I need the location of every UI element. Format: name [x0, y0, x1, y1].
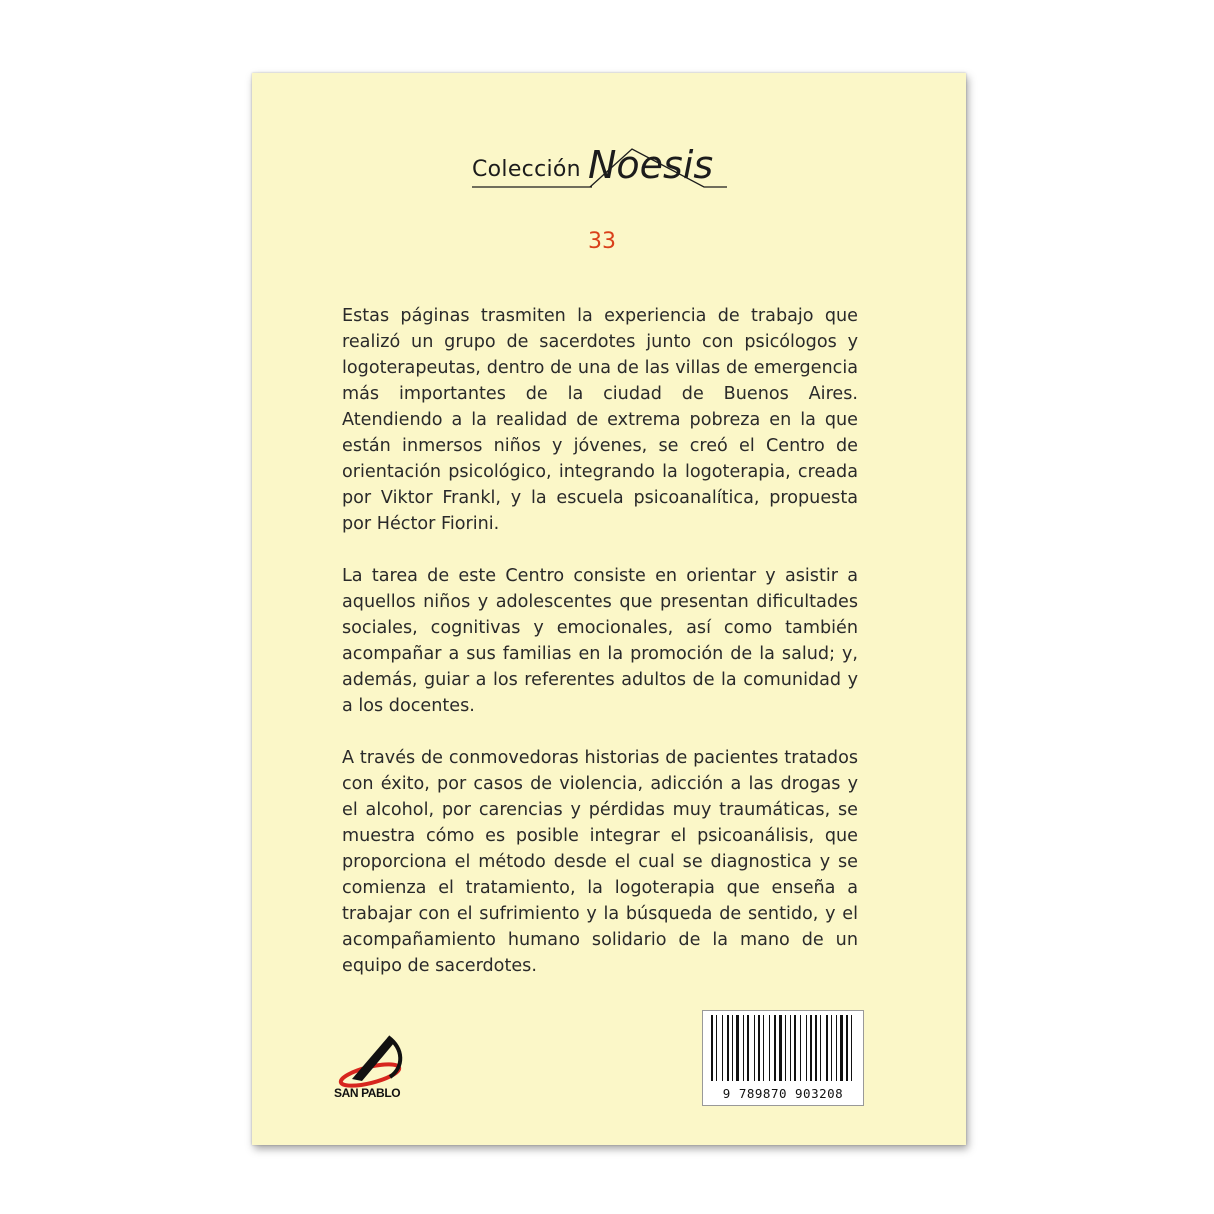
- barcode-bar: [743, 1015, 744, 1081]
- barcode-bar: [754, 1015, 755, 1081]
- barcode-bar: [794, 1015, 796, 1081]
- isbn-number: 9 789870 903208: [722, 1086, 844, 1101]
- collection-label: Colección: [472, 157, 581, 182]
- barcode-bar: [711, 1015, 713, 1081]
- barcode-bar: [790, 1015, 791, 1081]
- barcode-bar: [747, 1015, 749, 1081]
- barcode-bar: [820, 1015, 821, 1081]
- barcode-bar: [758, 1015, 760, 1081]
- barcode-bar: [826, 1015, 828, 1081]
- barcode-bar: [785, 1015, 786, 1081]
- barcode-bar: [831, 1015, 832, 1081]
- barcode-bar: [774, 1015, 776, 1081]
- barcode-bar: [716, 1015, 717, 1081]
- barcode-bar: [800, 1015, 801, 1081]
- san-pablo-logo-icon: [332, 1023, 422, 1093]
- barcode-bar: [815, 1015, 817, 1081]
- barcode-bar: [727, 1015, 729, 1081]
- barcode-bar: [840, 1015, 843, 1081]
- volume-number: 33: [588, 229, 616, 254]
- publisher-name: SAN PABLO: [334, 1086, 401, 1100]
- barcode-bar: [779, 1015, 782, 1081]
- barcode-bar: [722, 1015, 723, 1081]
- back-cover-blurb: [342, 303, 858, 1005]
- collection-series-name: Noesis: [588, 143, 714, 187]
- barcode-bar: [851, 1015, 852, 1081]
- barcode-bar: [806, 1015, 807, 1081]
- publisher-logo: [332, 1023, 422, 1113]
- barcode-bar: [732, 1015, 733, 1081]
- barcode-bar: [836, 1015, 837, 1081]
- barcode-bars: [709, 1015, 857, 1081]
- barcode-bar: [736, 1015, 739, 1081]
- blurb-paragraph-2: La tarea de este Centro consiste en orientar y asistir a aquellos niños y adolescentes que presentan dificultades sociales, cognitivas y emocionales, así como también acompañar a sus familias en la promoción de la salud; y, además, guiar a los referentes adultos de la comunidad y a los docentes.: [342, 566, 858, 716]
- isbn-barcode: [702, 1010, 864, 1106]
- blurb-paragraph-3: A través de conmovedoras historias de pacientes tratados con éxito, por casos de violencia, adicción a las drogas y el alcohol, por carencias y pérdidas muy traumáticas, se muestra cómo es posible integrar el psicoanálisis, que proporciona el método desde el cual se diagnostica y se comienza el tratamiento, la logoterapia que enseña a trabajar con el sufrimiento y la búsqueda de sentido, y el acompañamiento humano solidario de la mano de un equipo de sacerdotes.: [342, 748, 858, 976]
- barcode-bar: [810, 1015, 812, 1081]
- collection-title: [472, 143, 732, 193]
- barcode-bar: [769, 1015, 770, 1081]
- book-back-cover: [252, 73, 966, 1145]
- barcode-bar: [846, 1015, 848, 1081]
- barcode-bar: [763, 1015, 764, 1081]
- blurb-paragraph-1: Estas páginas trasmiten la experiencia de trabajo que realizó un grupo de sacerdotes junto con psicólogos y logoterapeutas, dentro de una de las villas de emergencia más importantes de la ciudad de Buenos Aires. Atendiendo a la realidad de extrema pobreza en la que están inmersos niños y jóvenes, se creó el Centro de orientación psicológico, integrando la logoterapia, creada por Viktor Frankl, y la escuela psicoanalítica, propuesta por Héctor Fiorini.: [342, 306, 858, 534]
